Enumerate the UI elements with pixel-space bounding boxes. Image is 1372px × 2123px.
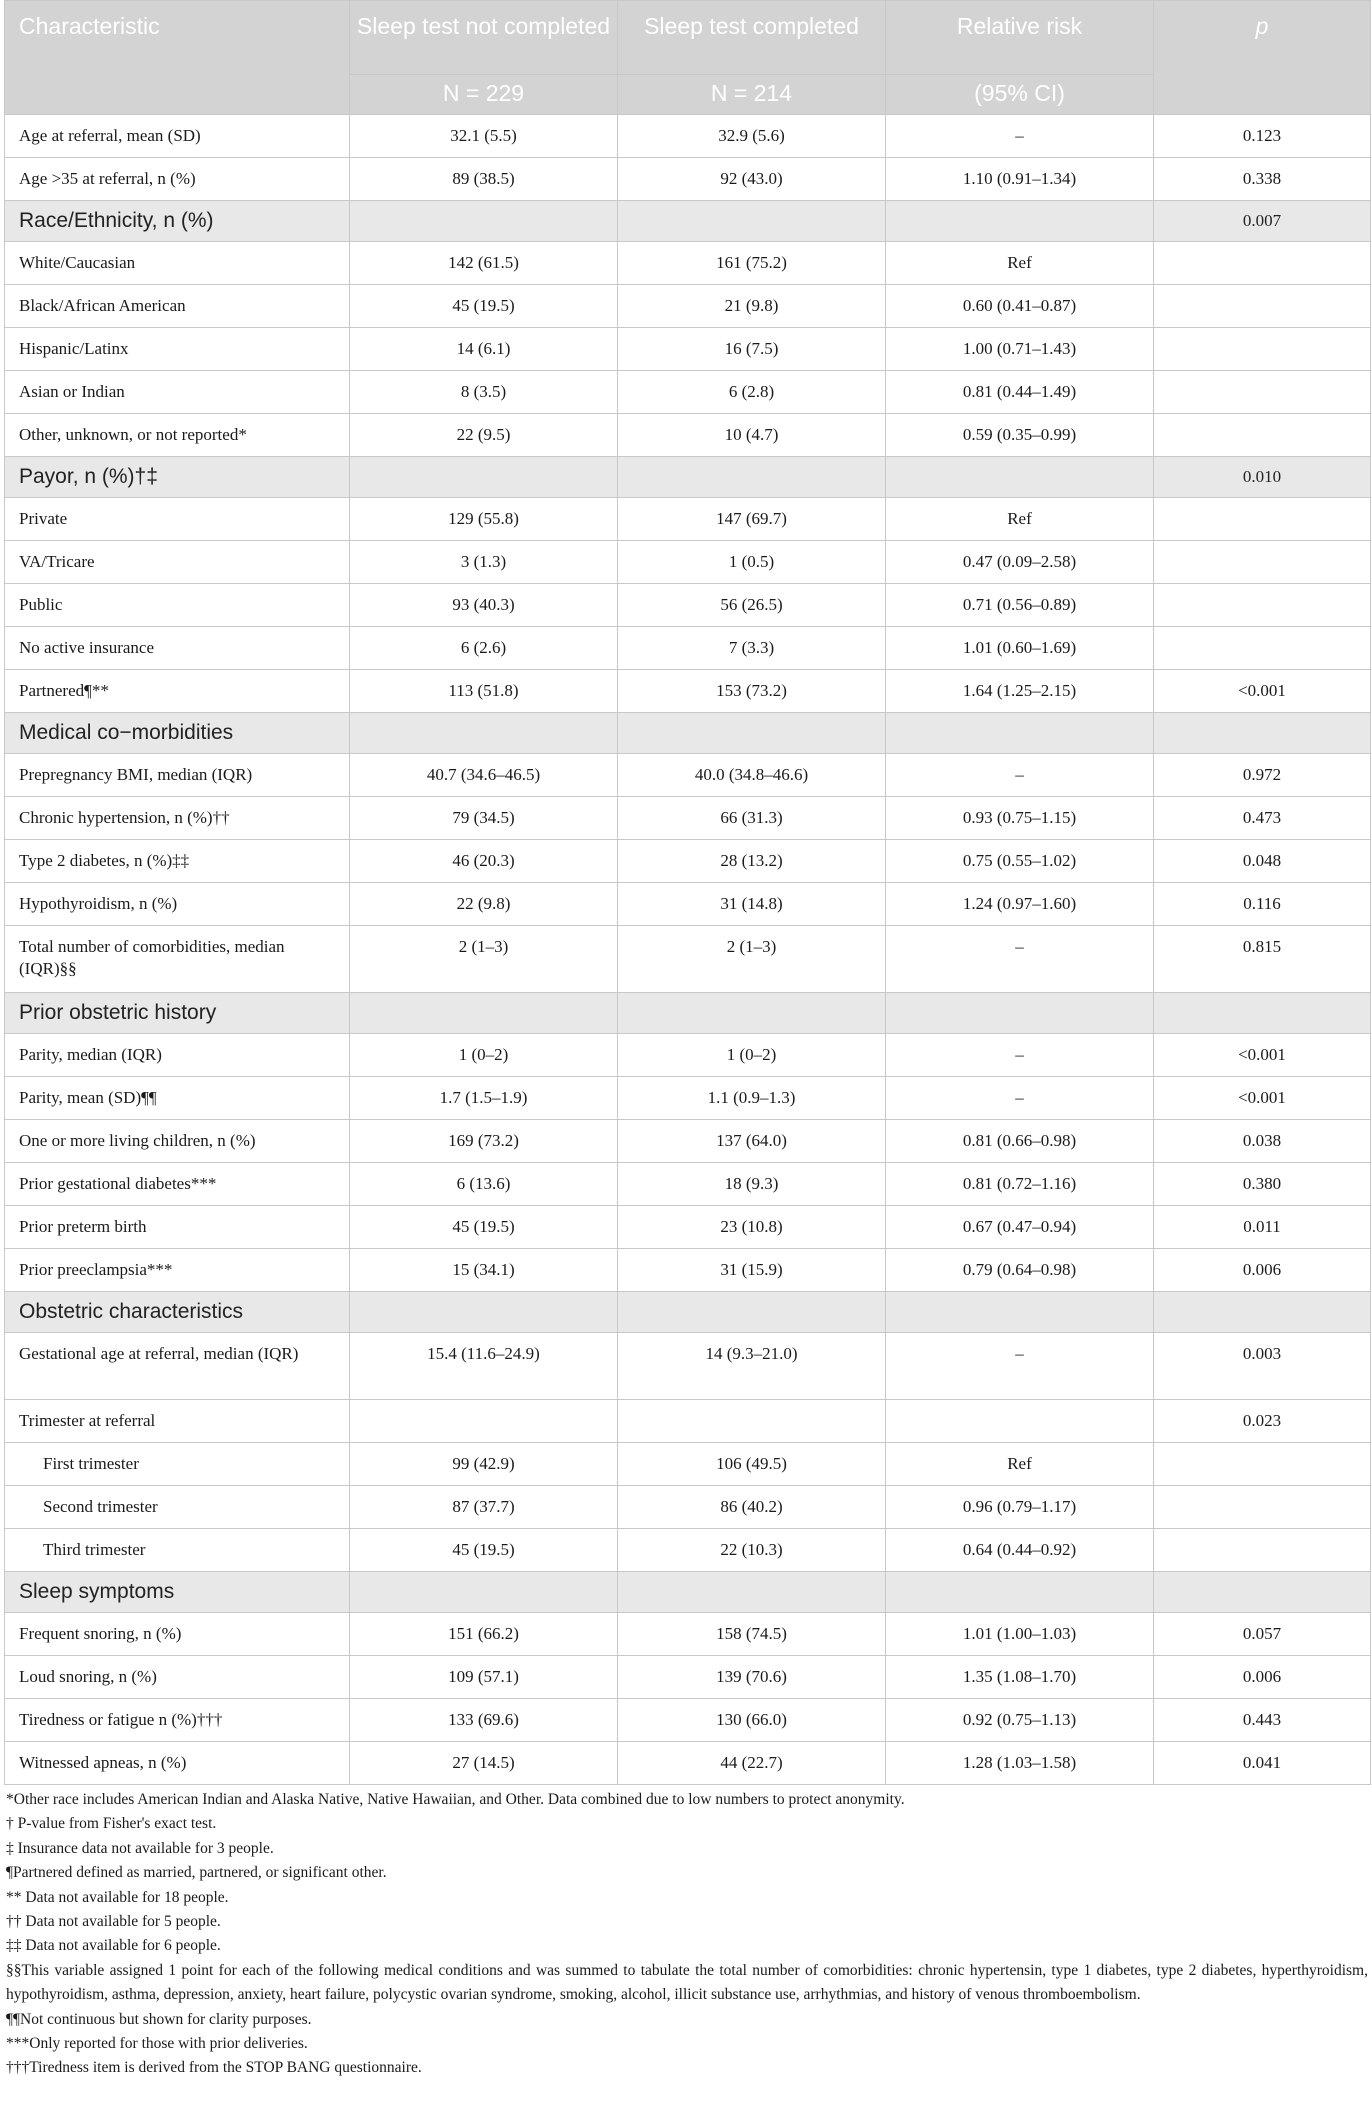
cell-completed: 153 (73.2) bbox=[618, 670, 886, 713]
cell-completed: 31 (15.9) bbox=[618, 1249, 886, 1292]
cell-completed bbox=[618, 1572, 886, 1613]
section-row bbox=[5, 1572, 1371, 1613]
cell-relative-risk: 0.81 (0.44–1.49) bbox=[886, 371, 1154, 414]
row-label: One or more living children, n (%) bbox=[5, 1120, 350, 1163]
cell-not-completed: 15.4 (11.6–24.9) bbox=[350, 1333, 618, 1400]
table-row bbox=[5, 1206, 1371, 1249]
table-row bbox=[5, 1077, 1371, 1120]
cell-relative-risk: – bbox=[886, 926, 1154, 993]
cell-p-value: 0.116 bbox=[1154, 883, 1371, 926]
row-label: Total number of comorbidities, median (IQR)§§ bbox=[5, 926, 350, 993]
cell-p-value: 0.010 bbox=[1154, 457, 1371, 498]
cell-p-value: <0.001 bbox=[1154, 1077, 1371, 1120]
cell-relative-risk: 0.75 (0.55–1.02) bbox=[886, 840, 1154, 883]
table-body bbox=[5, 115, 1371, 1785]
table-row bbox=[5, 414, 1371, 457]
table-row bbox=[5, 1742, 1371, 1785]
cell-not-completed: 40.7 (34.6–46.5) bbox=[350, 754, 618, 797]
cell-relative-risk: 1.24 (0.97–1.60) bbox=[886, 883, 1154, 926]
table-header bbox=[5, 1, 1371, 115]
cell-not-completed: 142 (61.5) bbox=[350, 242, 618, 285]
row-label: Prior preterm birth bbox=[5, 1206, 350, 1249]
cell-relative-risk: – bbox=[886, 1034, 1154, 1077]
cell-p-value: 0.023 bbox=[1154, 1400, 1371, 1443]
cell-relative-risk: 0.81 (0.66–0.98) bbox=[886, 1120, 1154, 1163]
cell-completed bbox=[618, 1292, 886, 1333]
cell-not-completed: 27 (14.5) bbox=[350, 1742, 618, 1785]
table-row bbox=[5, 1333, 1371, 1400]
cell-completed: 139 (70.6) bbox=[618, 1656, 886, 1699]
cell-not-completed: 22 (9.8) bbox=[350, 883, 618, 926]
cell-not-completed: 169 (73.2) bbox=[350, 1120, 618, 1163]
cell-p-value: 0.007 bbox=[1154, 201, 1371, 242]
cell-p-value: 0.380 bbox=[1154, 1163, 1371, 1206]
header-not-completed: Sleep test not completed bbox=[350, 1, 618, 75]
cell-not-completed: 3 (1.3) bbox=[350, 541, 618, 584]
cell-relative-risk: 0.60 (0.41–0.87) bbox=[886, 285, 1154, 328]
cell-completed bbox=[618, 713, 886, 754]
footnote: *Other race includes American Indian and Alaska Native, Native Hawaiian, and Other. Data combined due to low numbers to protect anonymity. bbox=[6, 1791, 905, 1808]
cell-p-value bbox=[1154, 285, 1371, 328]
row-label: White/Caucasian bbox=[5, 242, 350, 285]
cell-p-value bbox=[1154, 541, 1371, 584]
cell-completed: 18 (9.3) bbox=[618, 1163, 886, 1206]
cell-not-completed: 113 (51.8) bbox=[350, 670, 618, 713]
table-row bbox=[5, 328, 1371, 371]
cell-completed bbox=[618, 201, 886, 242]
header-characteristic: Characteristic bbox=[5, 1, 350, 115]
cell-completed: 32.9 (5.6) bbox=[618, 115, 886, 158]
row-label: Second trimester bbox=[5, 1486, 350, 1529]
table-container bbox=[4, 0, 1370, 2081]
cell-completed: 56 (26.5) bbox=[618, 584, 886, 627]
cell-completed: 147 (69.7) bbox=[618, 498, 886, 541]
cell-not-completed: 133 (69.6) bbox=[350, 1699, 618, 1742]
section-row bbox=[5, 1292, 1371, 1333]
cell-p-value bbox=[1154, 328, 1371, 371]
cell-p-value bbox=[1154, 414, 1371, 457]
row-label: Private bbox=[5, 498, 350, 541]
cell-relative-risk: 0.79 (0.64–0.98) bbox=[886, 1249, 1154, 1292]
cell-not-completed bbox=[350, 1572, 618, 1613]
footnote: ** Data not available for 18 people. bbox=[6, 1888, 229, 1906]
table-row bbox=[5, 1656, 1371, 1699]
cell-relative-risk: Ref bbox=[886, 498, 1154, 541]
cell-completed: 6 (2.8) bbox=[618, 371, 886, 414]
header-n-not-completed: N = 229 bbox=[350, 75, 618, 115]
cell-completed: 1 (0.5) bbox=[618, 541, 886, 584]
cell-p-value bbox=[1154, 371, 1371, 414]
characteristics-table bbox=[4, 0, 1371, 1785]
cell-relative-risk bbox=[886, 713, 1154, 754]
cell-completed: 31 (14.8) bbox=[618, 883, 886, 926]
cell-p-value: 0.815 bbox=[1154, 926, 1371, 993]
cell-relative-risk: – bbox=[886, 754, 1154, 797]
cell-p-value: <0.001 bbox=[1154, 670, 1371, 713]
cell-completed: 14 (9.3–21.0) bbox=[618, 1333, 886, 1400]
table-row bbox=[5, 115, 1371, 158]
cell-completed bbox=[618, 1400, 886, 1443]
cell-p-value: 0.443 bbox=[1154, 1699, 1371, 1742]
cell-completed: 7 (3.3) bbox=[618, 627, 886, 670]
cell-completed: 23 (10.8) bbox=[618, 1206, 886, 1249]
header-completed: Sleep test completed bbox=[618, 1, 886, 75]
cell-relative-risk: Ref bbox=[886, 1443, 1154, 1486]
cell-p-value: 0.003 bbox=[1154, 1333, 1371, 1400]
cell-p-value bbox=[1154, 1292, 1371, 1333]
cell-completed: 10 (4.7) bbox=[618, 414, 886, 457]
row-label: Age >35 at referral, n (%) bbox=[5, 158, 350, 201]
cell-not-completed: 32.1 (5.5) bbox=[350, 115, 618, 158]
cell-completed: 1.1 (0.9–1.3) bbox=[618, 1077, 886, 1120]
cell-p-value bbox=[1154, 1443, 1371, 1486]
header-relative-risk: Relative risk bbox=[886, 1, 1154, 75]
footnote: †† Data not available for 5 people. bbox=[6, 1913, 221, 1931]
row-label: No active insurance bbox=[5, 627, 350, 670]
cell-not-completed bbox=[350, 993, 618, 1034]
cell-relative-risk: 1.00 (0.71–1.43) bbox=[886, 328, 1154, 371]
cell-not-completed: 45 (19.5) bbox=[350, 1206, 618, 1249]
cell-p-value bbox=[1154, 627, 1371, 670]
cell-not-completed: 99 (42.9) bbox=[350, 1443, 618, 1486]
row-label: Prior obstetric history bbox=[5, 993, 350, 1034]
table-row bbox=[5, 670, 1371, 713]
row-label: Witnessed apneas, n (%) bbox=[5, 1742, 350, 1785]
cell-not-completed: 1 (0–2) bbox=[350, 1034, 618, 1077]
cell-not-completed: 46 (20.3) bbox=[350, 840, 618, 883]
cell-relative-risk: 0.47 (0.09–2.58) bbox=[886, 541, 1154, 584]
cell-relative-risk: 0.81 (0.72–1.16) bbox=[886, 1163, 1154, 1206]
row-label: Trimester at referral bbox=[5, 1400, 350, 1443]
cell-relative-risk bbox=[886, 1292, 1154, 1333]
row-label: Hispanic/Latinx bbox=[5, 328, 350, 371]
cell-relative-risk bbox=[886, 1400, 1154, 1443]
row-label: Public bbox=[5, 584, 350, 627]
footnote: ‡ Insurance data not available for 3 people. bbox=[6, 1839, 274, 1857]
row-label: First trimester bbox=[5, 1443, 350, 1486]
cell-p-value: 0.006 bbox=[1154, 1249, 1371, 1292]
table-row bbox=[5, 1529, 1371, 1572]
cell-relative-risk: 1.01 (1.00–1.03) bbox=[886, 1613, 1154, 1656]
cell-completed: 86 (40.2) bbox=[618, 1486, 886, 1529]
cell-p-value: 0.972 bbox=[1154, 754, 1371, 797]
cell-completed: 21 (9.8) bbox=[618, 285, 886, 328]
row-label: Partnered¶** bbox=[5, 670, 350, 713]
table-row bbox=[5, 926, 1371, 993]
cell-relative-risk bbox=[886, 457, 1154, 498]
row-label: Sleep symptoms bbox=[5, 1572, 350, 1613]
cell-not-completed: 79 (34.5) bbox=[350, 797, 618, 840]
cell-not-completed: 22 (9.5) bbox=[350, 414, 618, 457]
header-ci: (95% CI) bbox=[886, 75, 1154, 115]
cell-p-value bbox=[1154, 242, 1371, 285]
cell-not-completed bbox=[350, 1292, 618, 1333]
table-row bbox=[5, 541, 1371, 584]
cell-relative-risk bbox=[886, 1572, 1154, 1613]
row-label: Obstetric characteristics bbox=[5, 1292, 350, 1333]
cell-p-value bbox=[1154, 993, 1371, 1034]
table-row bbox=[5, 883, 1371, 926]
cell-completed: 44 (22.7) bbox=[618, 1742, 886, 1785]
cell-not-completed: 8 (3.5) bbox=[350, 371, 618, 414]
table-row bbox=[5, 1249, 1371, 1292]
cell-completed: 1 (0–2) bbox=[618, 1034, 886, 1077]
table-row bbox=[5, 797, 1371, 840]
footnote: ‡‡ Data not available for 6 people. bbox=[6, 1937, 221, 1955]
cell-completed: 137 (64.0) bbox=[618, 1120, 886, 1163]
cell-completed: 106 (49.5) bbox=[618, 1443, 886, 1486]
cell-not-completed: 129 (55.8) bbox=[350, 498, 618, 541]
cell-completed: 2 (1–3) bbox=[618, 926, 886, 993]
table-row bbox=[5, 1443, 1371, 1486]
row-label: Parity, mean (SD)¶¶ bbox=[5, 1077, 350, 1120]
cell-not-completed: 45 (19.5) bbox=[350, 1529, 618, 1572]
section-row bbox=[5, 713, 1371, 754]
cell-not-completed: 6 (13.6) bbox=[350, 1163, 618, 1206]
cell-relative-risk bbox=[886, 993, 1154, 1034]
cell-relative-risk: 0.67 (0.47–0.94) bbox=[886, 1206, 1154, 1249]
table-row bbox=[5, 158, 1371, 201]
cell-not-completed: 6 (2.6) bbox=[350, 627, 618, 670]
header-p: p bbox=[1154, 1, 1371, 115]
cell-relative-risk: 0.96 (0.79–1.17) bbox=[886, 1486, 1154, 1529]
cell-relative-risk: 0.71 (0.56–0.89) bbox=[886, 584, 1154, 627]
cell-p-value: 0.338 bbox=[1154, 158, 1371, 201]
cell-relative-risk: Ref bbox=[886, 242, 1154, 285]
row-label: Hypothyroidism, n (%) bbox=[5, 883, 350, 926]
cell-p-value: 0.048 bbox=[1154, 840, 1371, 883]
cell-not-completed bbox=[350, 1400, 618, 1443]
footnote: † P-value from Fisher's exact test. bbox=[6, 1815, 217, 1833]
cell-not-completed bbox=[350, 201, 618, 242]
cell-completed: 16 (7.5) bbox=[618, 328, 886, 371]
cell-relative-risk: – bbox=[886, 115, 1154, 158]
cell-not-completed: 2 (1–3) bbox=[350, 926, 618, 993]
row-label: Payor, n (%)†‡ bbox=[5, 457, 350, 498]
cell-relative-risk: 0.59 (0.35–0.99) bbox=[886, 414, 1154, 457]
row-label: Type 2 diabetes, n (%)‡‡ bbox=[5, 840, 350, 883]
footnote: ***Only reported for those with prior deliveries. bbox=[6, 2035, 308, 2053]
table-row bbox=[5, 371, 1371, 414]
cell-relative-risk: 1.10 (0.91–1.34) bbox=[886, 158, 1154, 201]
section-row bbox=[5, 457, 1371, 498]
cell-completed: 130 (66.0) bbox=[618, 1699, 886, 1742]
table-row bbox=[5, 1400, 1371, 1443]
cell-not-completed: 109 (57.1) bbox=[350, 1656, 618, 1699]
row-label: Prepregnancy BMI, median (IQR) bbox=[5, 754, 350, 797]
row-label: Prior preeclampsia*** bbox=[5, 1249, 350, 1292]
row-label: Loud snoring, n (%) bbox=[5, 1656, 350, 1699]
cell-relative-risk: 0.92 (0.75–1.13) bbox=[886, 1699, 1154, 1742]
table-row bbox=[5, 1163, 1371, 1206]
row-label: Race/Ethnicity, n (%) bbox=[5, 201, 350, 242]
header-row-1 bbox=[5, 1, 1371, 75]
cell-relative-risk: 1.35 (1.08–1.70) bbox=[886, 1656, 1154, 1699]
footnotes bbox=[4, 1785, 1370, 2081]
cell-p-value bbox=[1154, 713, 1371, 754]
cell-relative-risk bbox=[886, 201, 1154, 242]
cell-p-value: <0.001 bbox=[1154, 1034, 1371, 1077]
cell-completed: 40.0 (34.8–46.6) bbox=[618, 754, 886, 797]
cell-not-completed: 87 (37.7) bbox=[350, 1486, 618, 1529]
row-label: VA/Tricare bbox=[5, 541, 350, 584]
cell-not-completed: 45 (19.5) bbox=[350, 285, 618, 328]
footnote: ¶Partnered defined as married, partnered, or significant other. bbox=[6, 1864, 387, 1882]
table-row bbox=[5, 1034, 1371, 1077]
cell-not-completed: 15 (34.1) bbox=[350, 1249, 618, 1292]
table-row bbox=[5, 242, 1371, 285]
cell-p-value: 0.006 bbox=[1154, 1656, 1371, 1699]
section-row bbox=[5, 993, 1371, 1034]
row-label: Other, unknown, or not reported* bbox=[5, 414, 350, 457]
cell-completed: 22 (10.3) bbox=[618, 1529, 886, 1572]
row-label: Third trimester bbox=[5, 1529, 350, 1572]
cell-p-value bbox=[1154, 1486, 1371, 1529]
cell-not-completed: 1.7 (1.5–1.9) bbox=[350, 1077, 618, 1120]
table-row bbox=[5, 285, 1371, 328]
table-row bbox=[5, 1486, 1371, 1529]
cell-completed bbox=[618, 457, 886, 498]
cell-relative-risk: 0.93 (0.75–1.15) bbox=[886, 797, 1154, 840]
cell-p-value bbox=[1154, 498, 1371, 541]
row-label: Medical co−morbidities bbox=[5, 713, 350, 754]
row-label: Parity, median (IQR) bbox=[5, 1034, 350, 1077]
cell-not-completed bbox=[350, 713, 618, 754]
cell-not-completed: 89 (38.5) bbox=[350, 158, 618, 201]
cell-relative-risk: 1.64 (1.25–2.15) bbox=[886, 670, 1154, 713]
cell-completed: 28 (13.2) bbox=[618, 840, 886, 883]
table-row bbox=[5, 840, 1371, 883]
table-row bbox=[5, 627, 1371, 670]
table-row bbox=[5, 1613, 1371, 1656]
cell-p-value bbox=[1154, 584, 1371, 627]
cell-p-value bbox=[1154, 1572, 1371, 1613]
footnote: †††Tiredness item is derived from the STOP BANG questionnaire. bbox=[6, 2059, 422, 2077]
table-row bbox=[5, 498, 1371, 541]
cell-p-value: 0.473 bbox=[1154, 797, 1371, 840]
table-row bbox=[5, 584, 1371, 627]
row-label: Prior gestational diabetes*** bbox=[5, 1163, 350, 1206]
cell-p-value bbox=[1154, 1529, 1371, 1572]
cell-p-value: 0.057 bbox=[1154, 1613, 1371, 1656]
row-label: Chronic hypertension, n (%)†† bbox=[5, 797, 350, 840]
cell-p-value: 0.038 bbox=[1154, 1120, 1371, 1163]
row-label: Frequent snoring, n (%) bbox=[5, 1613, 350, 1656]
cell-p-value: 0.011 bbox=[1154, 1206, 1371, 1249]
table-row bbox=[5, 754, 1371, 797]
cell-completed: 66 (31.3) bbox=[618, 797, 886, 840]
cell-completed: 92 (43.0) bbox=[618, 158, 886, 201]
cell-relative-risk: – bbox=[886, 1077, 1154, 1120]
header-n-completed: N = 214 bbox=[618, 75, 886, 115]
row-label: Age at referral, mean (SD) bbox=[5, 115, 350, 158]
row-label: Gestational age at referral, median (IQR) bbox=[5, 1333, 350, 1400]
row-label: Black/African American bbox=[5, 285, 350, 328]
cell-p-value: 0.123 bbox=[1154, 115, 1371, 158]
cell-not-completed: 151 (66.2) bbox=[350, 1613, 618, 1656]
cell-not-completed: 14 (6.1) bbox=[350, 328, 618, 371]
row-label: Tiredness or fatigue n (%)††† bbox=[5, 1699, 350, 1742]
cell-not-completed bbox=[350, 457, 618, 498]
section-row bbox=[5, 201, 1371, 242]
row-label: Asian or Indian bbox=[5, 371, 350, 414]
cell-not-completed: 93 (40.3) bbox=[350, 584, 618, 627]
cell-completed: 158 (74.5) bbox=[618, 1613, 886, 1656]
footnote: §§This variable assigned 1 point for each of the following medical conditions and was summed to tabulate the total number of comorbidities: chronic hypertensin, type 1 diabetes, type 2 diabetes, hyperthyroidism, hypothyroidism, asthma, depression, anxiety, heart failure, polycystic ovarian syndrome, smoking, alcohol, illicit substance use, arrhythmias, and history of venous thromboembolism. bbox=[6, 1961, 1368, 2004]
cell-completed: 161 (75.2) bbox=[618, 242, 886, 285]
table-row bbox=[5, 1699, 1371, 1742]
footnote: ¶¶Not continuous but shown for clarity purposes. bbox=[6, 2010, 312, 2028]
cell-relative-risk: 1.28 (1.03–1.58) bbox=[886, 1742, 1154, 1785]
cell-relative-risk: 1.01 (0.60–1.69) bbox=[886, 627, 1154, 670]
table-row bbox=[5, 1120, 1371, 1163]
cell-completed bbox=[618, 993, 886, 1034]
cell-relative-risk: 0.64 (0.44–0.92) bbox=[886, 1529, 1154, 1572]
cell-relative-risk: – bbox=[886, 1333, 1154, 1400]
cell-p-value: 0.041 bbox=[1154, 1742, 1371, 1785]
